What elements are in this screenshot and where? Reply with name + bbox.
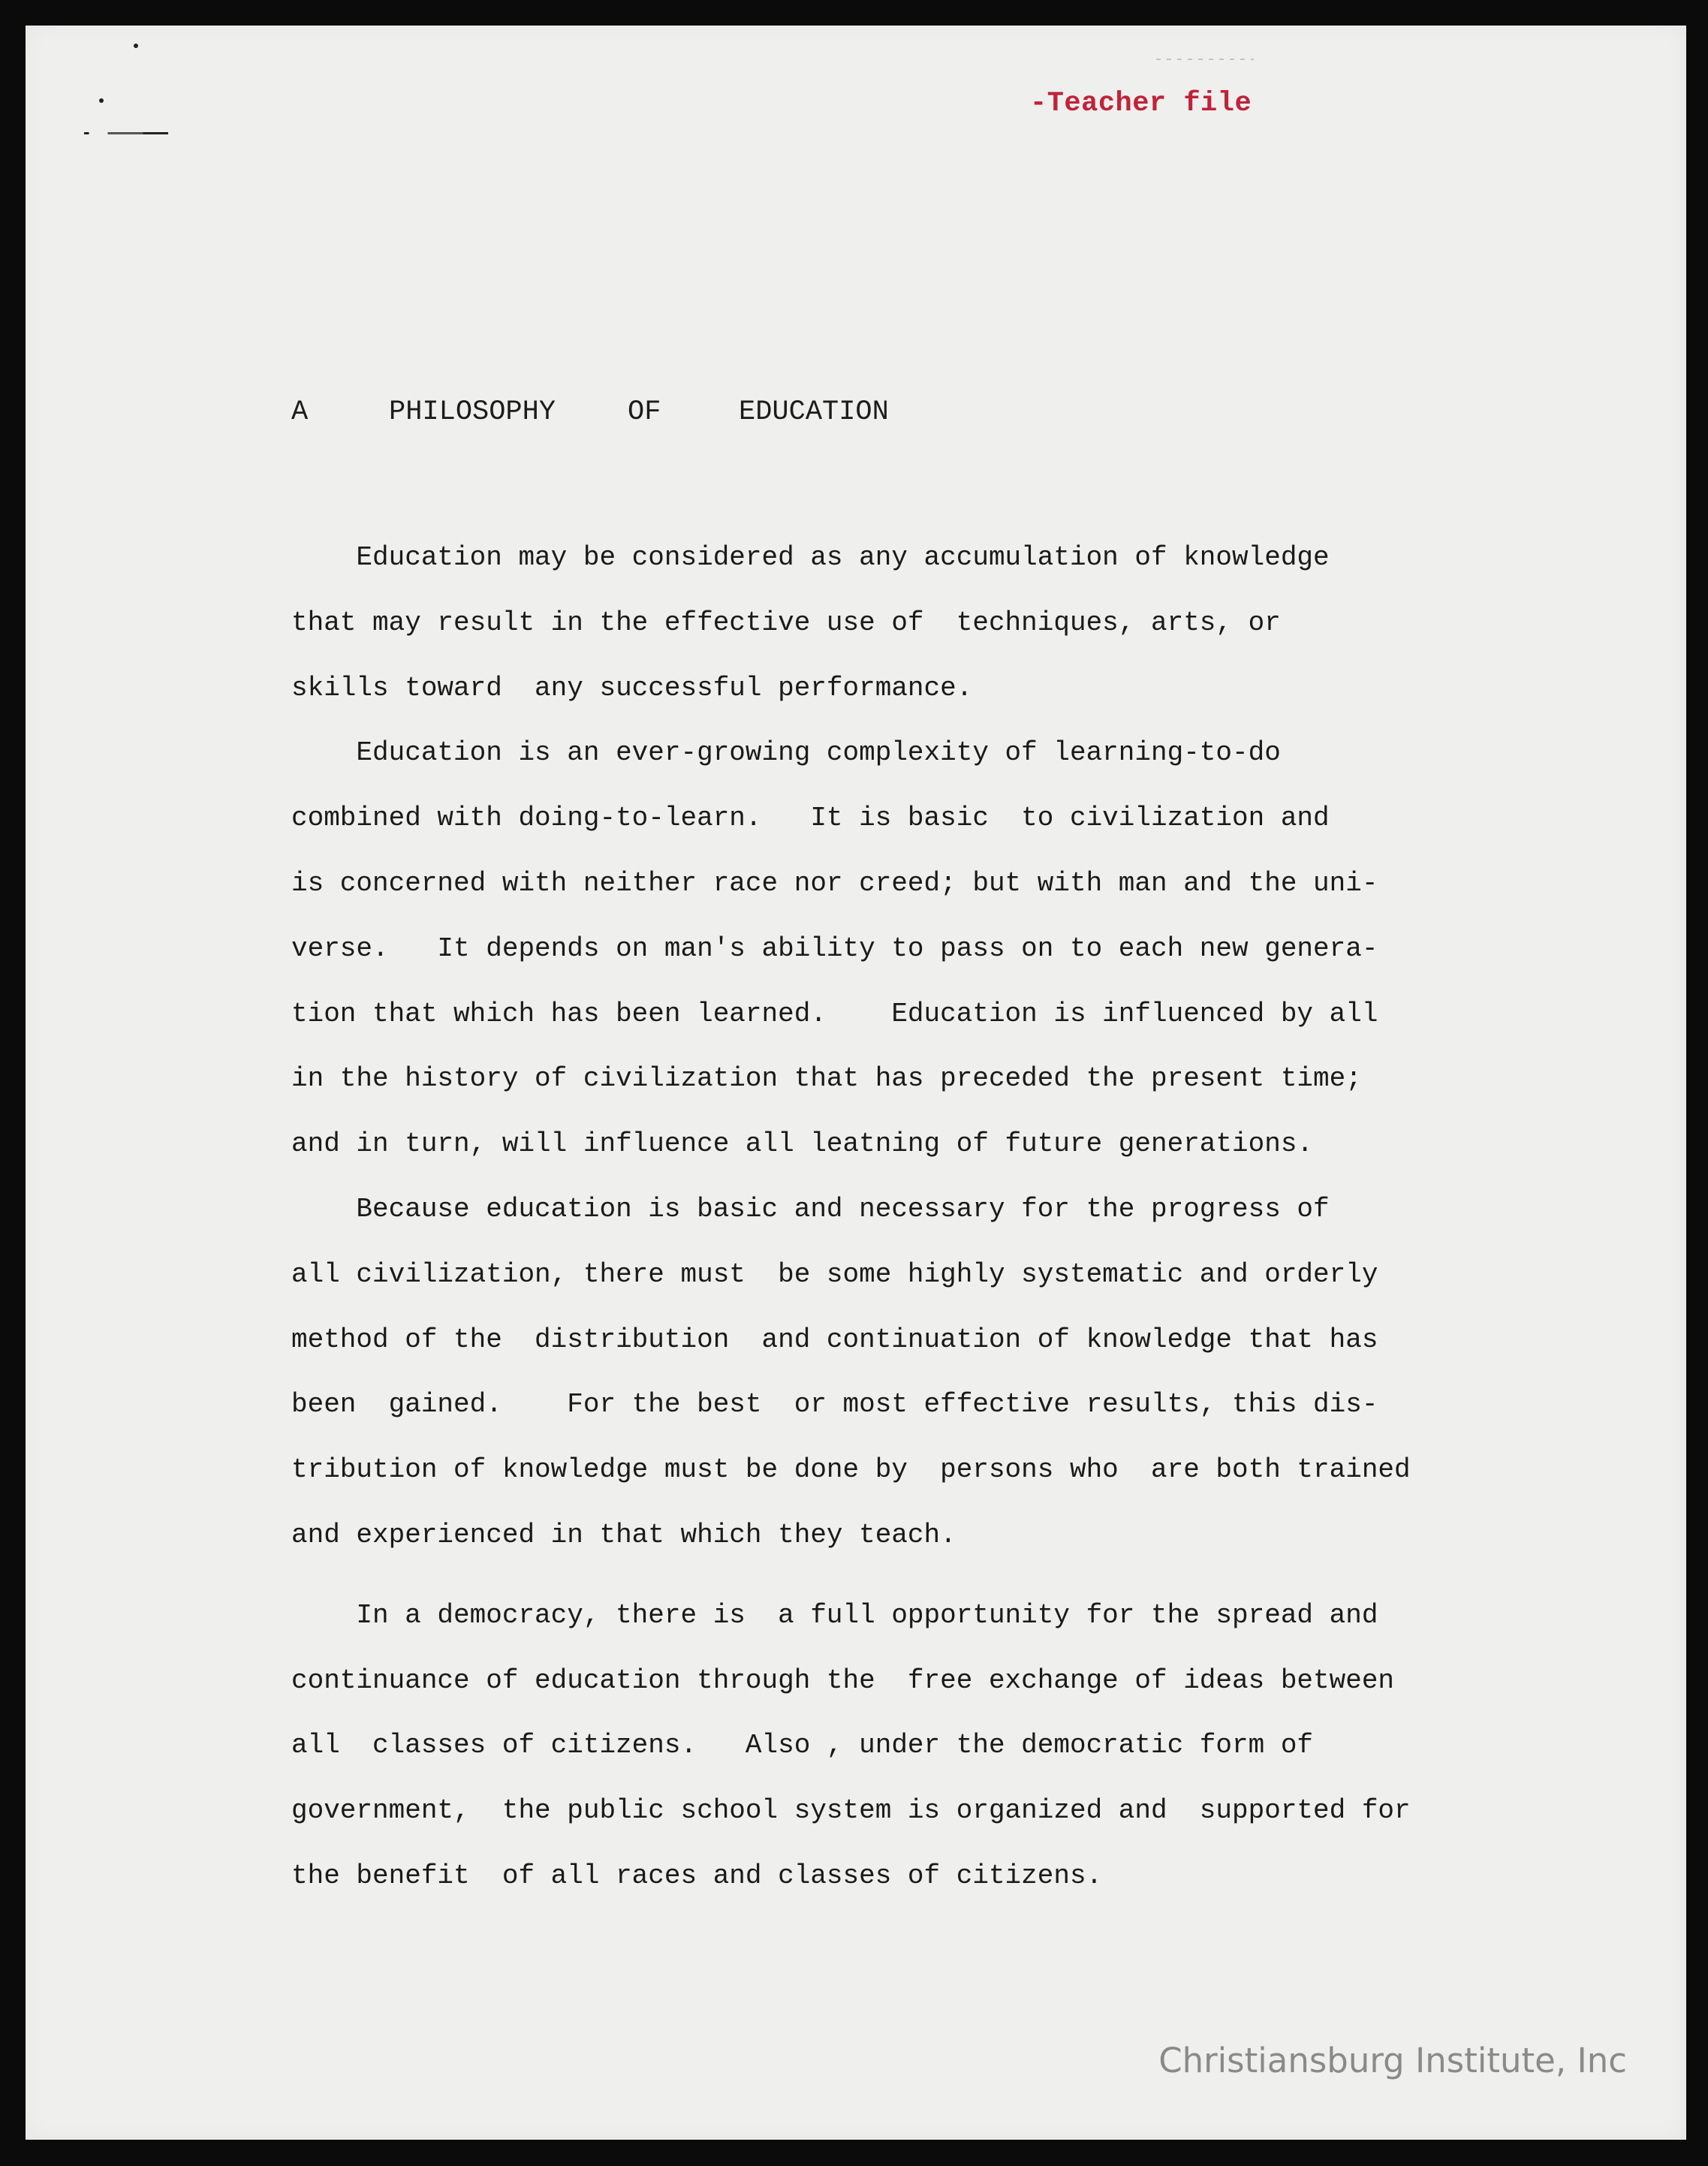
paper-speck <box>99 98 104 103</box>
paragraph <box>291 1177 1417 1568</box>
text-line: combined with doing-to-learn. It is basic to civilization and <box>291 803 1330 834</box>
text-line: verse. It depends on man's ability to pass on to each new genera- <box>291 932 1378 964</box>
document-body <box>291 526 1417 1909</box>
text-line: in the history of civilization that has preceded the present time; <box>291 1063 1362 1095</box>
text-line: the benefit of all races and classes of citizens. <box>291 1860 1103 1891</box>
paper-mark <box>1156 59 1254 60</box>
text-line: government, the public school system is organized and supported for <box>291 1795 1411 1827</box>
text-line: skills toward any successful performance. <box>291 672 973 703</box>
paragraph <box>291 721 1417 1177</box>
paragraph <box>291 1583 1417 1909</box>
text-line: continuance of education through the free exchange of ideas between <box>291 1664 1395 1696</box>
text-line: Because education is basic and necessary for the progress of <box>291 1193 1330 1225</box>
teacher-file-annotation: -Teacher file <box>1030 88 1252 119</box>
text-line: tribution of knowledge must be done by persons who are both trained <box>291 1454 1411 1486</box>
text-line: Education may be considered as any accumulation of knowledge <box>291 542 1330 573</box>
text-line: all classes of citizens. Also , under the democratic form of <box>291 1730 1314 1761</box>
title-word: A <box>291 396 309 428</box>
text-line: and experienced in that which they teach. <box>291 1519 956 1550</box>
text-line: all civilization, there must be some highly systematic and orderly <box>291 1258 1378 1290</box>
text-line: that may result in the effective use of techniques, arts, or <box>291 607 1281 638</box>
paper-speck <box>134 44 138 48</box>
title-word: EDUCATION <box>739 396 889 428</box>
text-line: is concerned with neither race nor creed; but with man and the uni- <box>291 867 1378 899</box>
title-word: PHILOSOPHY <box>389 396 556 428</box>
text-line: Education is an ever-growing complexity of learning-to-do <box>291 737 1281 769</box>
text-line: tion that which has been learned. Education is influenced by all <box>291 998 1378 1029</box>
text-line: and in turn, will influence all leatning of future generations. <box>291 1128 1314 1160</box>
text-line: been gained. For the best or most effective results, this dis- <box>291 1389 1378 1420</box>
document-title <box>291 396 889 428</box>
text-line: method of the distribution and continuation of knowledge that has <box>291 1324 1378 1355</box>
title-word: OF <box>628 396 661 428</box>
watermark-text: Christiansburg Institute, Inc <box>1158 2041 1627 2080</box>
paragraph <box>291 526 1417 721</box>
paper-mark <box>84 132 168 134</box>
text-line: In a democracy, there is a full opportunity for the spread and <box>291 1599 1378 1631</box>
